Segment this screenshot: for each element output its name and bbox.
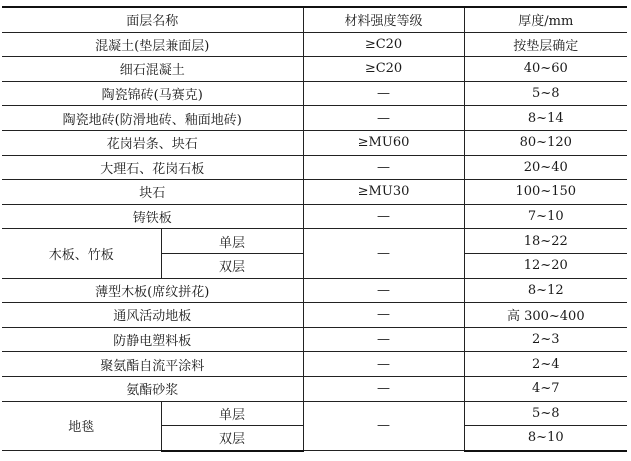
floor-finish-table xyxy=(2,6,627,452)
row-material: 防静电塑料板 xyxy=(2,327,303,352)
row-material: 通风活动地板 xyxy=(2,303,303,328)
row-strength: ≥MU30 xyxy=(303,180,464,205)
wood-double-thickness: 12~20 xyxy=(464,253,627,278)
header-material: 面层名称 xyxy=(2,7,303,32)
row-thickness: 按垫层确定 xyxy=(464,32,627,57)
wood-double-label: 双层 xyxy=(161,253,303,278)
row-material: 铸铁板 xyxy=(2,204,303,229)
table-row xyxy=(2,81,627,106)
table-row xyxy=(2,130,627,155)
carpet-double-thickness: 8~10 xyxy=(464,426,627,451)
row-strength: ≥C20 xyxy=(303,32,464,57)
row-material: 块石 xyxy=(2,180,303,205)
row-thickness: 4~7 xyxy=(464,376,627,401)
row-strength: — xyxy=(303,352,464,377)
table-row xyxy=(2,180,627,205)
row-strength: — xyxy=(303,303,464,328)
row-thickness: 8~14 xyxy=(464,106,627,131)
table-row xyxy=(2,32,627,57)
row-material: 陶瓷地砖(防滑地砖、釉面地砖) xyxy=(2,106,303,131)
wood-single-label: 单层 xyxy=(161,229,303,254)
row-strength: — xyxy=(303,327,464,352)
table-header-row xyxy=(2,7,627,32)
row-material: 大理石、花岗石板 xyxy=(2,155,303,180)
row-strength: — xyxy=(303,106,464,131)
row-strength: — xyxy=(303,155,464,180)
row-strength: — xyxy=(303,376,464,401)
row-strength: ≥C20 xyxy=(303,57,464,82)
carpet-material: 地毯 xyxy=(2,401,161,451)
row-strength: — xyxy=(303,81,464,106)
row-thickness: 80~120 xyxy=(464,130,627,155)
row-material: 细石混凝土 xyxy=(2,57,303,82)
row-strength: — xyxy=(303,204,464,229)
row-strength: ≥MU60 xyxy=(303,130,464,155)
table-row xyxy=(2,352,627,377)
row-strength: — xyxy=(303,278,464,303)
row-material: 陶瓷锦砖(马赛克) xyxy=(2,81,303,106)
table-row-wood-single xyxy=(2,229,627,254)
row-thickness: 2~4 xyxy=(464,352,627,377)
table-row xyxy=(2,376,627,401)
table-row xyxy=(2,57,627,82)
table-row-carpet-single xyxy=(2,401,627,426)
row-material: 混凝土(垫层兼面层) xyxy=(2,32,303,57)
wood-single-thickness: 18~22 xyxy=(464,229,627,254)
row-material: 氨酯砂浆 xyxy=(2,376,303,401)
table-row xyxy=(2,106,627,131)
table-row xyxy=(2,204,627,229)
row-thickness: 100~150 xyxy=(464,180,627,205)
wood-strength: — xyxy=(303,229,464,278)
row-thickness: 8~12 xyxy=(464,278,627,303)
row-thickness: 高 300~400 xyxy=(464,303,627,328)
row-thickness: 40~60 xyxy=(464,57,627,82)
wood-material: 木板、竹板 xyxy=(2,229,161,278)
header-strength: 材料强度等级 xyxy=(303,7,464,32)
carpet-single-thickness: 5~8 xyxy=(464,401,627,426)
table-row xyxy=(2,278,627,303)
row-thickness: 2~3 xyxy=(464,327,627,352)
table-row xyxy=(2,303,627,328)
row-thickness: 20~40 xyxy=(464,155,627,180)
row-thickness: 5~8 xyxy=(464,81,627,106)
table-row xyxy=(2,155,627,180)
row-material: 花岗岩条、块石 xyxy=(2,130,303,155)
carpet-double-label: 双层 xyxy=(161,426,303,451)
row-material: 聚氨酯自流平涂料 xyxy=(2,352,303,377)
table-row xyxy=(2,327,627,352)
carpet-strength: — xyxy=(303,401,464,451)
row-thickness: 7~10 xyxy=(464,204,627,229)
row-material: 薄型木板(席纹拼花) xyxy=(2,278,303,303)
carpet-single-label: 单层 xyxy=(161,401,303,426)
header-thickness: 厚度/mm xyxy=(464,7,627,32)
